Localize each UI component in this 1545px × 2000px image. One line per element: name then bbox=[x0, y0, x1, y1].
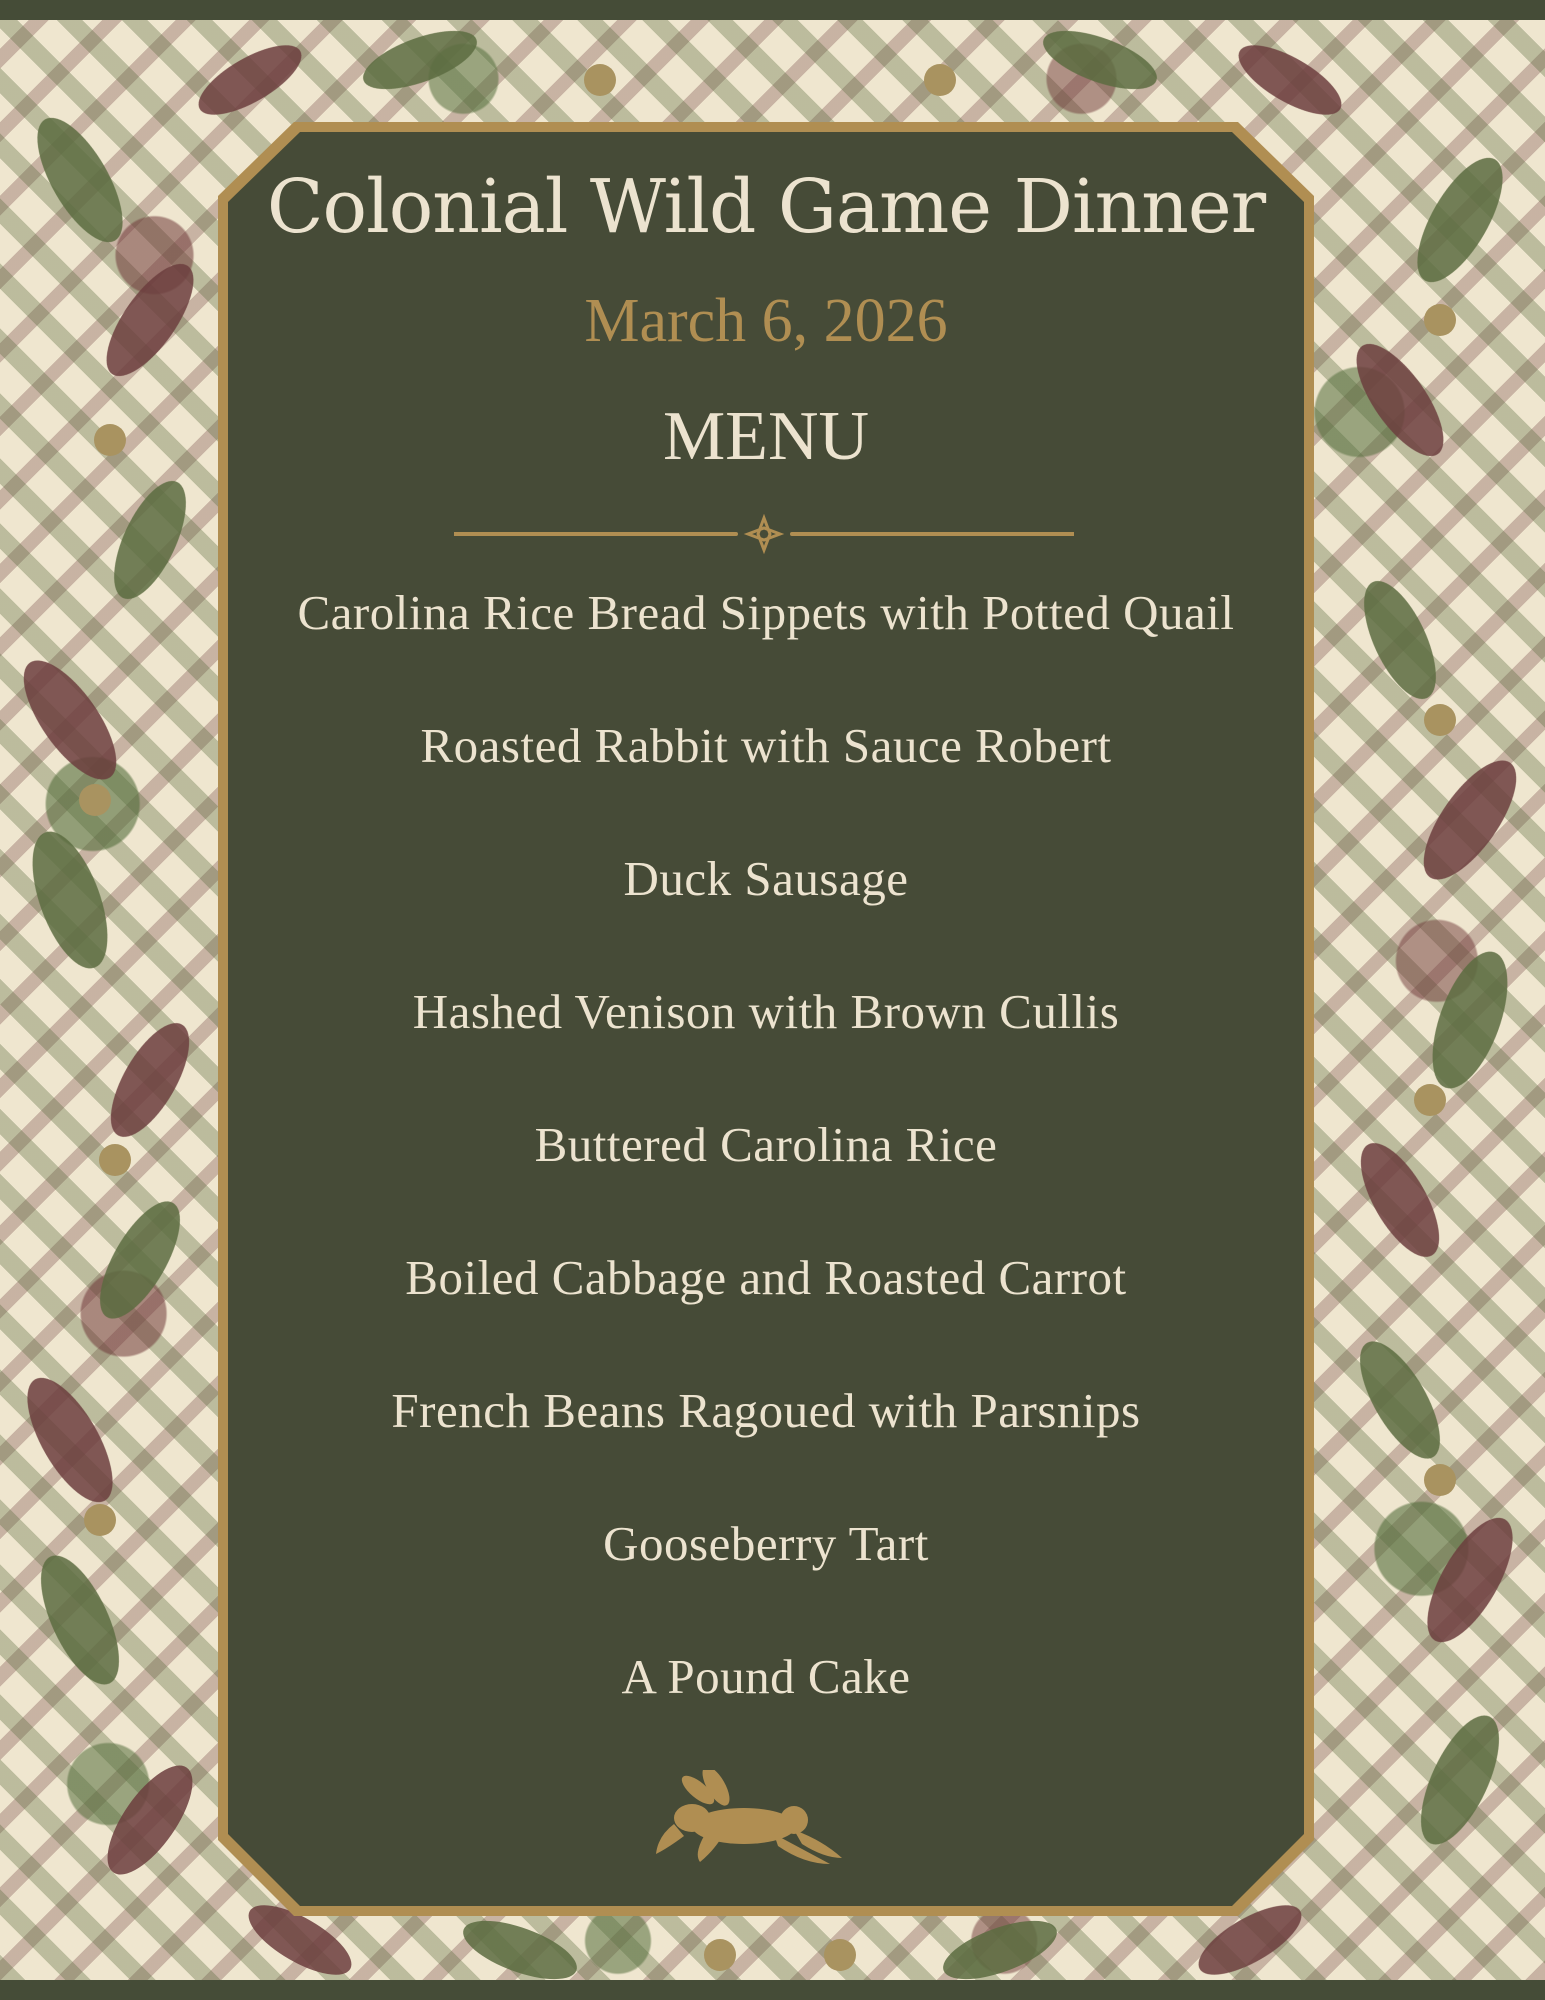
menu-item: Roasted Rabbit with Sauce Robert bbox=[420, 718, 1112, 773]
menu-heading: MENU bbox=[662, 398, 870, 475]
running-hare-icon bbox=[654, 1770, 844, 1866]
menu-item: Buttered Carolina Rice bbox=[534, 1117, 998, 1172]
event-date: March 6, 2026 bbox=[584, 287, 948, 355]
diamond-star-icon bbox=[748, 518, 780, 550]
menu-item: Duck Sausage bbox=[623, 851, 909, 906]
gold-divider bbox=[454, 514, 1074, 554]
menu-item: Carolina Rice Bread Sippets with Potted Quail bbox=[297, 585, 1235, 640]
menu-item: A Pound Cake bbox=[621, 1649, 911, 1704]
menu-content bbox=[214, 118, 1318, 1920]
event-title: Colonial Wild Game Dinner bbox=[266, 164, 1266, 250]
menu-item: Boiled Cabbage and Roasted Carrot bbox=[405, 1250, 1127, 1305]
menu-items-list bbox=[214, 585, 1318, 1785]
menu-item: Hashed Venison with Brown Cullis bbox=[412, 984, 1120, 1039]
menu-item: Gooseberry Tart bbox=[603, 1516, 929, 1571]
menu-item: French Beans Ragoued with Parsnips bbox=[391, 1383, 1141, 1438]
